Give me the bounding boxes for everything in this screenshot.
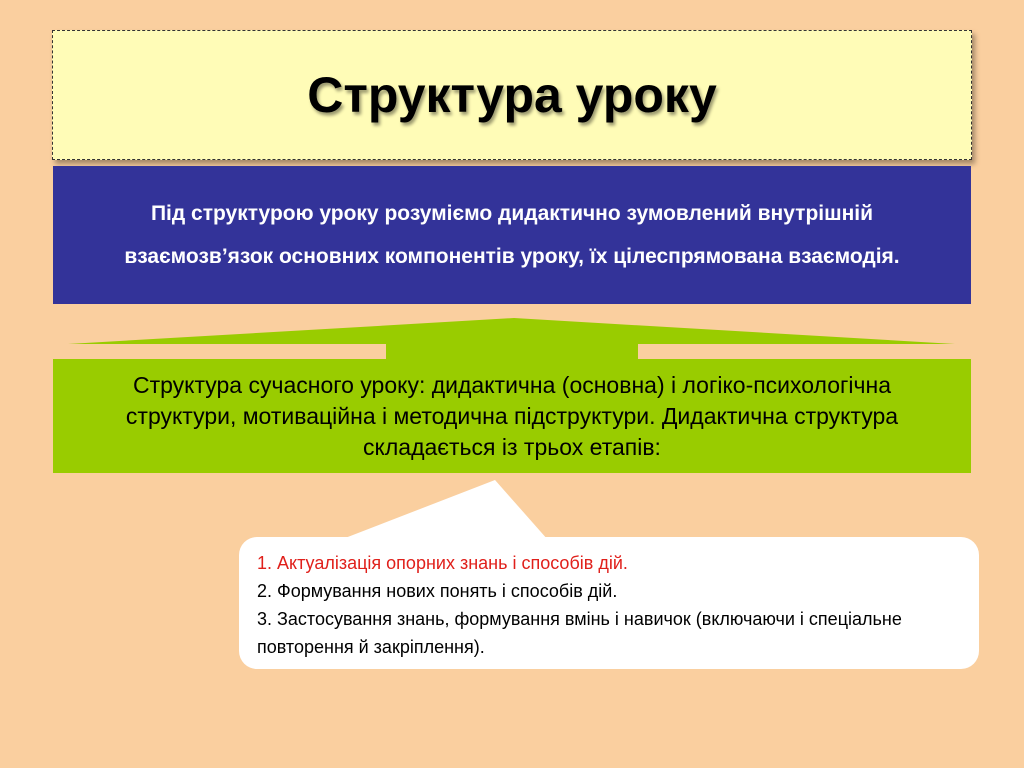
stages-callout xyxy=(239,537,979,669)
definition-text: Під структурою уроку розуміємо дидактично зумовлений внутрішній взаємозв’язок основних компонентів уроку, їх цілеспрямована взаємодія. xyxy=(124,202,900,268)
stage-item-3: 3. Застосування знань, формування вмінь і навичок (включаючи і спеціальне повторення й закріплення). xyxy=(257,609,902,657)
slide-title: Структура уроку xyxy=(307,67,717,123)
stage-item-1: 1. Актуалізація опорних знань і способів дій. xyxy=(257,553,628,573)
stage-item-2: 2. Формування нових понять і способів дій. xyxy=(257,581,618,601)
structure-text: Структура сучасного уроку: дидактична (основна) і логіко-психологічна структури, мотиваційна і методична підструктури. Дидактична структура складається із трьох етапів: xyxy=(125,371,899,460)
